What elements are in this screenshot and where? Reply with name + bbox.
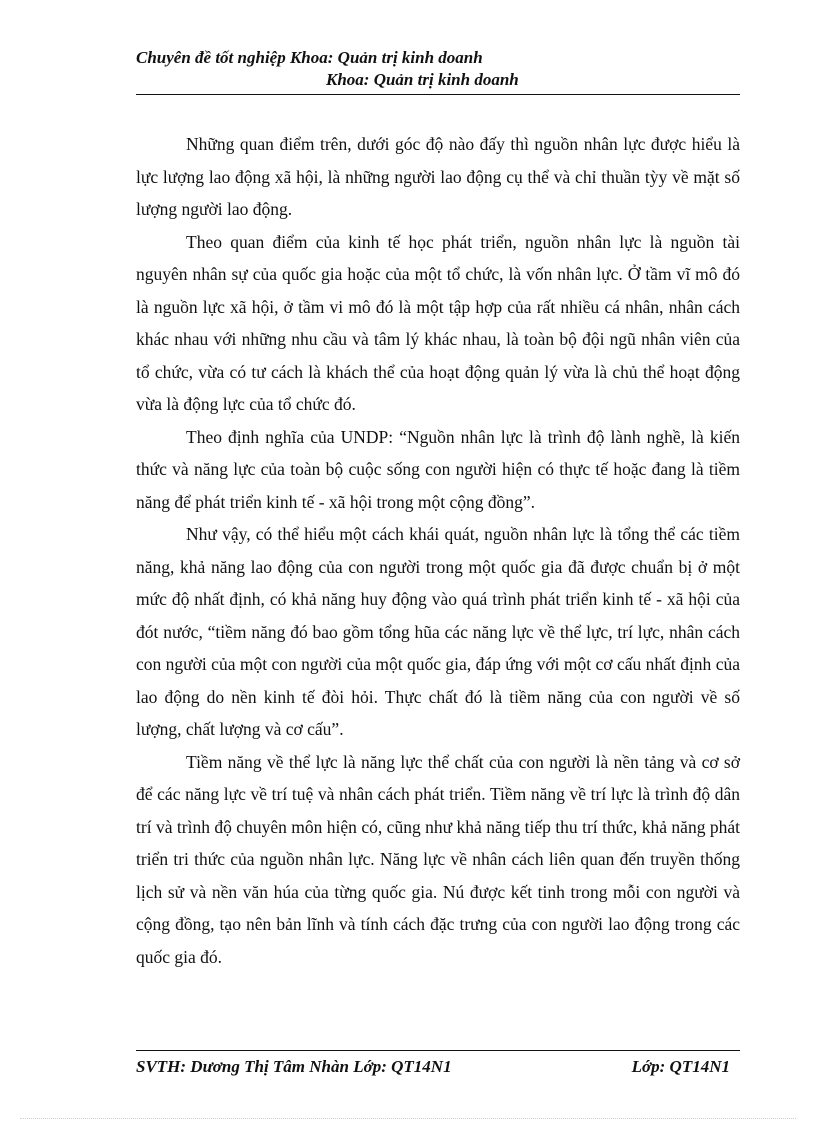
page-footer <box>136 1050 740 1081</box>
footer-class: Lớp: QT14N1 <box>631 1057 730 1076</box>
paragraph-2: Theo quan điểm của kinh tế học phát triển, nguồn nhân lực là nguồn tài nguyên nhân sự của quốc gia hoặc của một tổ chức, là vốn nhân lực. Ở tầm vĩ mô đó là nguồn lực xã hội, ở tầm vi mô đó là một tập hợp của rất nhiều cá nhân, nhân cách khác nhau với những nhu cầu và tâm lý khác nhau, là toàn bộ đội ngũ nhân viên của tổ chức, vừa có tư cách là khách thể của hoạt động quản lý vừa là chủ thể hoạt động vừa là động lực của tổ chức đó. <box>136 231 740 414</box>
paragraph-5: Tiềm năng về thể lực là năng lực thể chất của con người là nền tảng và cơ sở để các năng lực về trí tuệ và nhân cách phát triển. Tiềm năng về trí lực là trình độ dân trí và trình độ chuyên môn hiện có, cũng như khả năng tiếp thu trí thức, khả năng phát triển tri thức của nguồn nhân lực. Năng lực về nhân cách liên quan đến truyền thống lịch sử và nền văn húa của từng quốc gia. Nú được kết tinh trong mỗi con người và cộng đồng, tạo nên bản lĩnh và tính cách đặc trưng của con người lao động trong các quốc gia đó. <box>136 751 740 967</box>
header-department: Khoa: Quản trị kinh doanh <box>326 70 519 89</box>
footer-student-info: SVTH: Dương Thị Tâm Nhàn Lớp: QT14N1 <box>136 1057 452 1076</box>
page-bottom-divider <box>20 1118 796 1119</box>
paragraph-1: Những quan điểm trên, dưới góc độ nào đấy thì nguồn nhân lực được hiểu là lực lượng lao động xã hội, là những người lao động cụ thể và chỉ thuần tỳy về mặt số lượng người lao động. <box>136 134 740 219</box>
document-body <box>136 128 740 973</box>
paragraph-3: Theo định nghĩa của UNDP: “Nguồn nhân lực là trình độ lành nghề, là kiến thức và năng lực của toàn bộ cuộc sống con người hiện có thực tế hoặc đang là tiềm năng để phát triển kinh tế - xã hội trong một cộng đồng”. <box>136 426 740 512</box>
paragraph-4: Như vậy, có thể hiểu một cách khái quát, nguồn nhân lực là tổng thể các tiềm năng, khả năng lao động của con người trong một quốc gia đã được chuẩn bị ở một mức độ nhất định, có khả năng huy động vào quá trình phát triển kinh tế - xã hội của đót nước, “tiềm năng đó bao gồm tổng hũa các năng lực về thể lực, trí lực, nhân cách con người của một con người của một quốc gia, đáp ứng với một cơ cấu nhất định của lao động do nền kinh tế đòi hỏi. Thực chất đó là tiềm năng của con người về số lượng, chất lượng và cơ cấu”. <box>136 524 740 739</box>
header-title: Chuyên đề tốt nghiệp Khoa: Quản trị kinh doanh <box>136 48 483 67</box>
page-header <box>136 46 740 95</box>
